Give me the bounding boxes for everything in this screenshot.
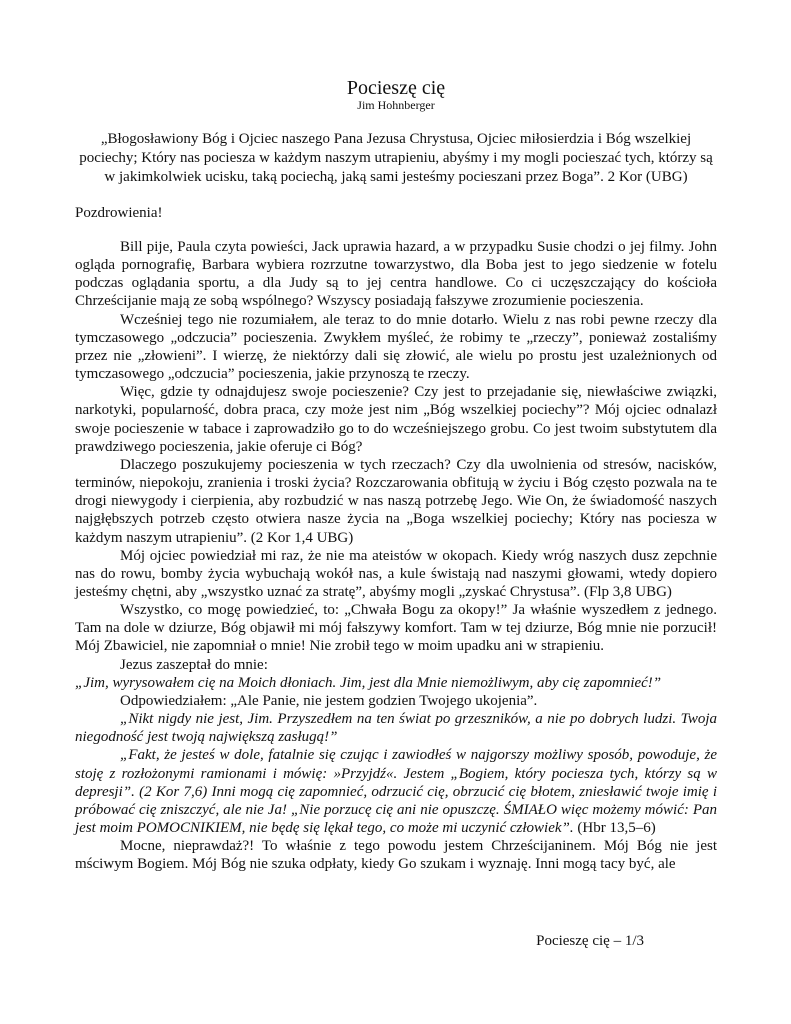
paragraph: Odpowiedziałem: „Ale Panie, nie jestem godzien Twojego ukojenia”. — [120, 692, 538, 709]
bible-reference: (Hbr 13,5–6) — [577, 820, 656, 836]
paragraph: Bill pije, Paula czyta powieści, Jack uprawia hazard, a w przypadku Susie chodzi o jej filmy. John ogląda pornografię, Barbara wybiera rozrzutne towarzystwo, dla Boba jest to jego siedzenie w fotelu podczas oglądania sportu, a dla Judy są to jej centra handlowe. Co ci uczęszczający do kościoła Chrześcijanie mają ze sobą wspólnego? Wszyscy posiadają fałszywe zrozumienie pocieszenia. — [75, 239, 717, 310]
paragraph: Wszystko, co mogę powiedzieć, to: „Chwała Bogu za okopy!” Ja właśnie wyszedłem z jednego. Tam na dole w dziurze, Bóg objawił mi mój fałszywy komfort. Tam w tej dziurze, Bóg mnie nie porzucił! Mój Zbawiciel, nie zapomniał o mnie! Nie zrobił tego w moim upadku ani w strapieniu. — [75, 602, 717, 655]
paragraph: Więc, gdzie ty odnajdujesz swoje pocieszenie? Czy jest to przejadanie się, niewłaściwe związki, narkotyki, popularność, dobra praca, czy może jest nim „Bóg wszelkiej pociechy”? Mój ojciec odnalazł swoje pocieszenie w tabace i zaprowadziło go to do wcześniejszego grobu. Co jest twoim substytutem dla prawdziwego pocieszenia, jakie oferuje ci Bóg? — [75, 384, 717, 455]
page-footer: Pocieszę cię – 1/3 — [536, 933, 644, 949]
paragraph: Dlaczego poszukujemy pocieszenia w tych rzeczach? Czy dla uwolnienia od stresów, nacisków, terminów, niepokoju, zranienia i troski życia? Rozczarowania obfitują w życiu i Bóg często pozwala na te drogi niewygody i cierpienia, aby rozbudzić w nas naszą potrzebę Jego. Wie On, że świadomość naszych najgłębszych potrzeb często otwiera nasze życia na „Boga wszelkiej pociechy; Który nas pociesza w każdym naszym utrapieniu”. (2 Kor 1,4 UBG) — [75, 456, 717, 546]
document-title: Pocieszę cię — [346, 77, 446, 99]
document-body — [75, 238, 717, 873]
paragraph: Mój ojciec powiedział mi raz, że nie ma ateistów w okopach. Kiedy wróg naszych dusz zepchnie nas do rowu, bomby życia wybuchają wokół nas, a kule świstają nad naszymi głowami, wtedy dopiero jesteśmy chętni, aby „wszystko uznać za stratę”, abyśmy mogli „zyskać Chrystusa”. (Flp 3,8 UBG) — [75, 547, 717, 600]
jesus-quote: „Jim, wyrysowałem cię na Moich dłoniach. Jim, jest dla Mnie niemożliwym, aby cię zapomnieć!” — [75, 674, 662, 691]
jesus-quote: „Nikt nigdy nie jest, Jim. Przyszedłem na ten świat po grzeszników, a nie po dobrych ludzi. Twoja niegodność jest twoją największą zasługą!” — [75, 711, 717, 746]
jesus-quote-paragraph — [75, 746, 717, 837]
paragraph: Mocne, nieprawdaż?! To właśnie z tego powodu jestem Chrześcijaninem. Mój Bóg nie jest mściwym Bogiem. Mój Bóg nie szuka odpłaty, kiedy Go szukam i wyznaję. Inni mogą tacy być, ale — [75, 838, 717, 873]
greeting: Pozdrowienia! — [75, 205, 163, 221]
document-author: Jim Hohnberger — [357, 98, 435, 112]
paragraph: Jezus zaszeptał do mnie: — [120, 656, 268, 673]
paragraph: Wcześniej tego nie rozumiałem, ale teraz to do mnie dotarło. Wielu z nas robi pewne rzeczy dla tymczasowego „odczucia” pocieszenia. Zwykłem myśleć, że robimy te „rzeczy”, ponieważ zostaliśmy przez nie „złowieni”. I wierzę, że niektórzy dali się złowić, ale wielu po prostu jest uzależnionych od tymczasowego „odczucia” pocieszenia, jakie przynoszą te rzeczy. — [75, 311, 717, 383]
bible-quote-motto: „Błogosławiony Bóg i Ojciec naszego Pana Jezusa Chrystusa, Ojciec miłosierdzia i Bóg wszelkiej pociechy; Który nas pociesza w każdym naszym utrapieniu, abyśmy i my mogli pocieszać tych, którzy są w jakimkolwiek ucisku, taką pociechą, jaką sami jesteśmy pocieszani przez Boga”. 2 Kor (UBG) — [79, 131, 713, 185]
jesus-quote: „Fakt, że jesteś w dole, fatalnie się czując i zawiodłeś w najgorszy możliwy sposób, powoduje, że stoję z rozłożonymi ramionami i mówię: »Przyjdź«. Jestem „Bogiem, który pociesza tych, którzy są w depresji”. (2 Kor 7,6) Inni mogą cię zapomnieć, odrzucić cię, obrzucić cię błotem, zniesławić twoje imię i próbować cię zniszczyć, ale nie Ja! „Nie porzucę cię ani nie opuszczę. ŚMIAŁO więc możemy mówić: Pan jest moim POMOCNIKIEM, nie będę się lękał tego, co może mi uczynić człowiek”. — [75, 747, 717, 836]
